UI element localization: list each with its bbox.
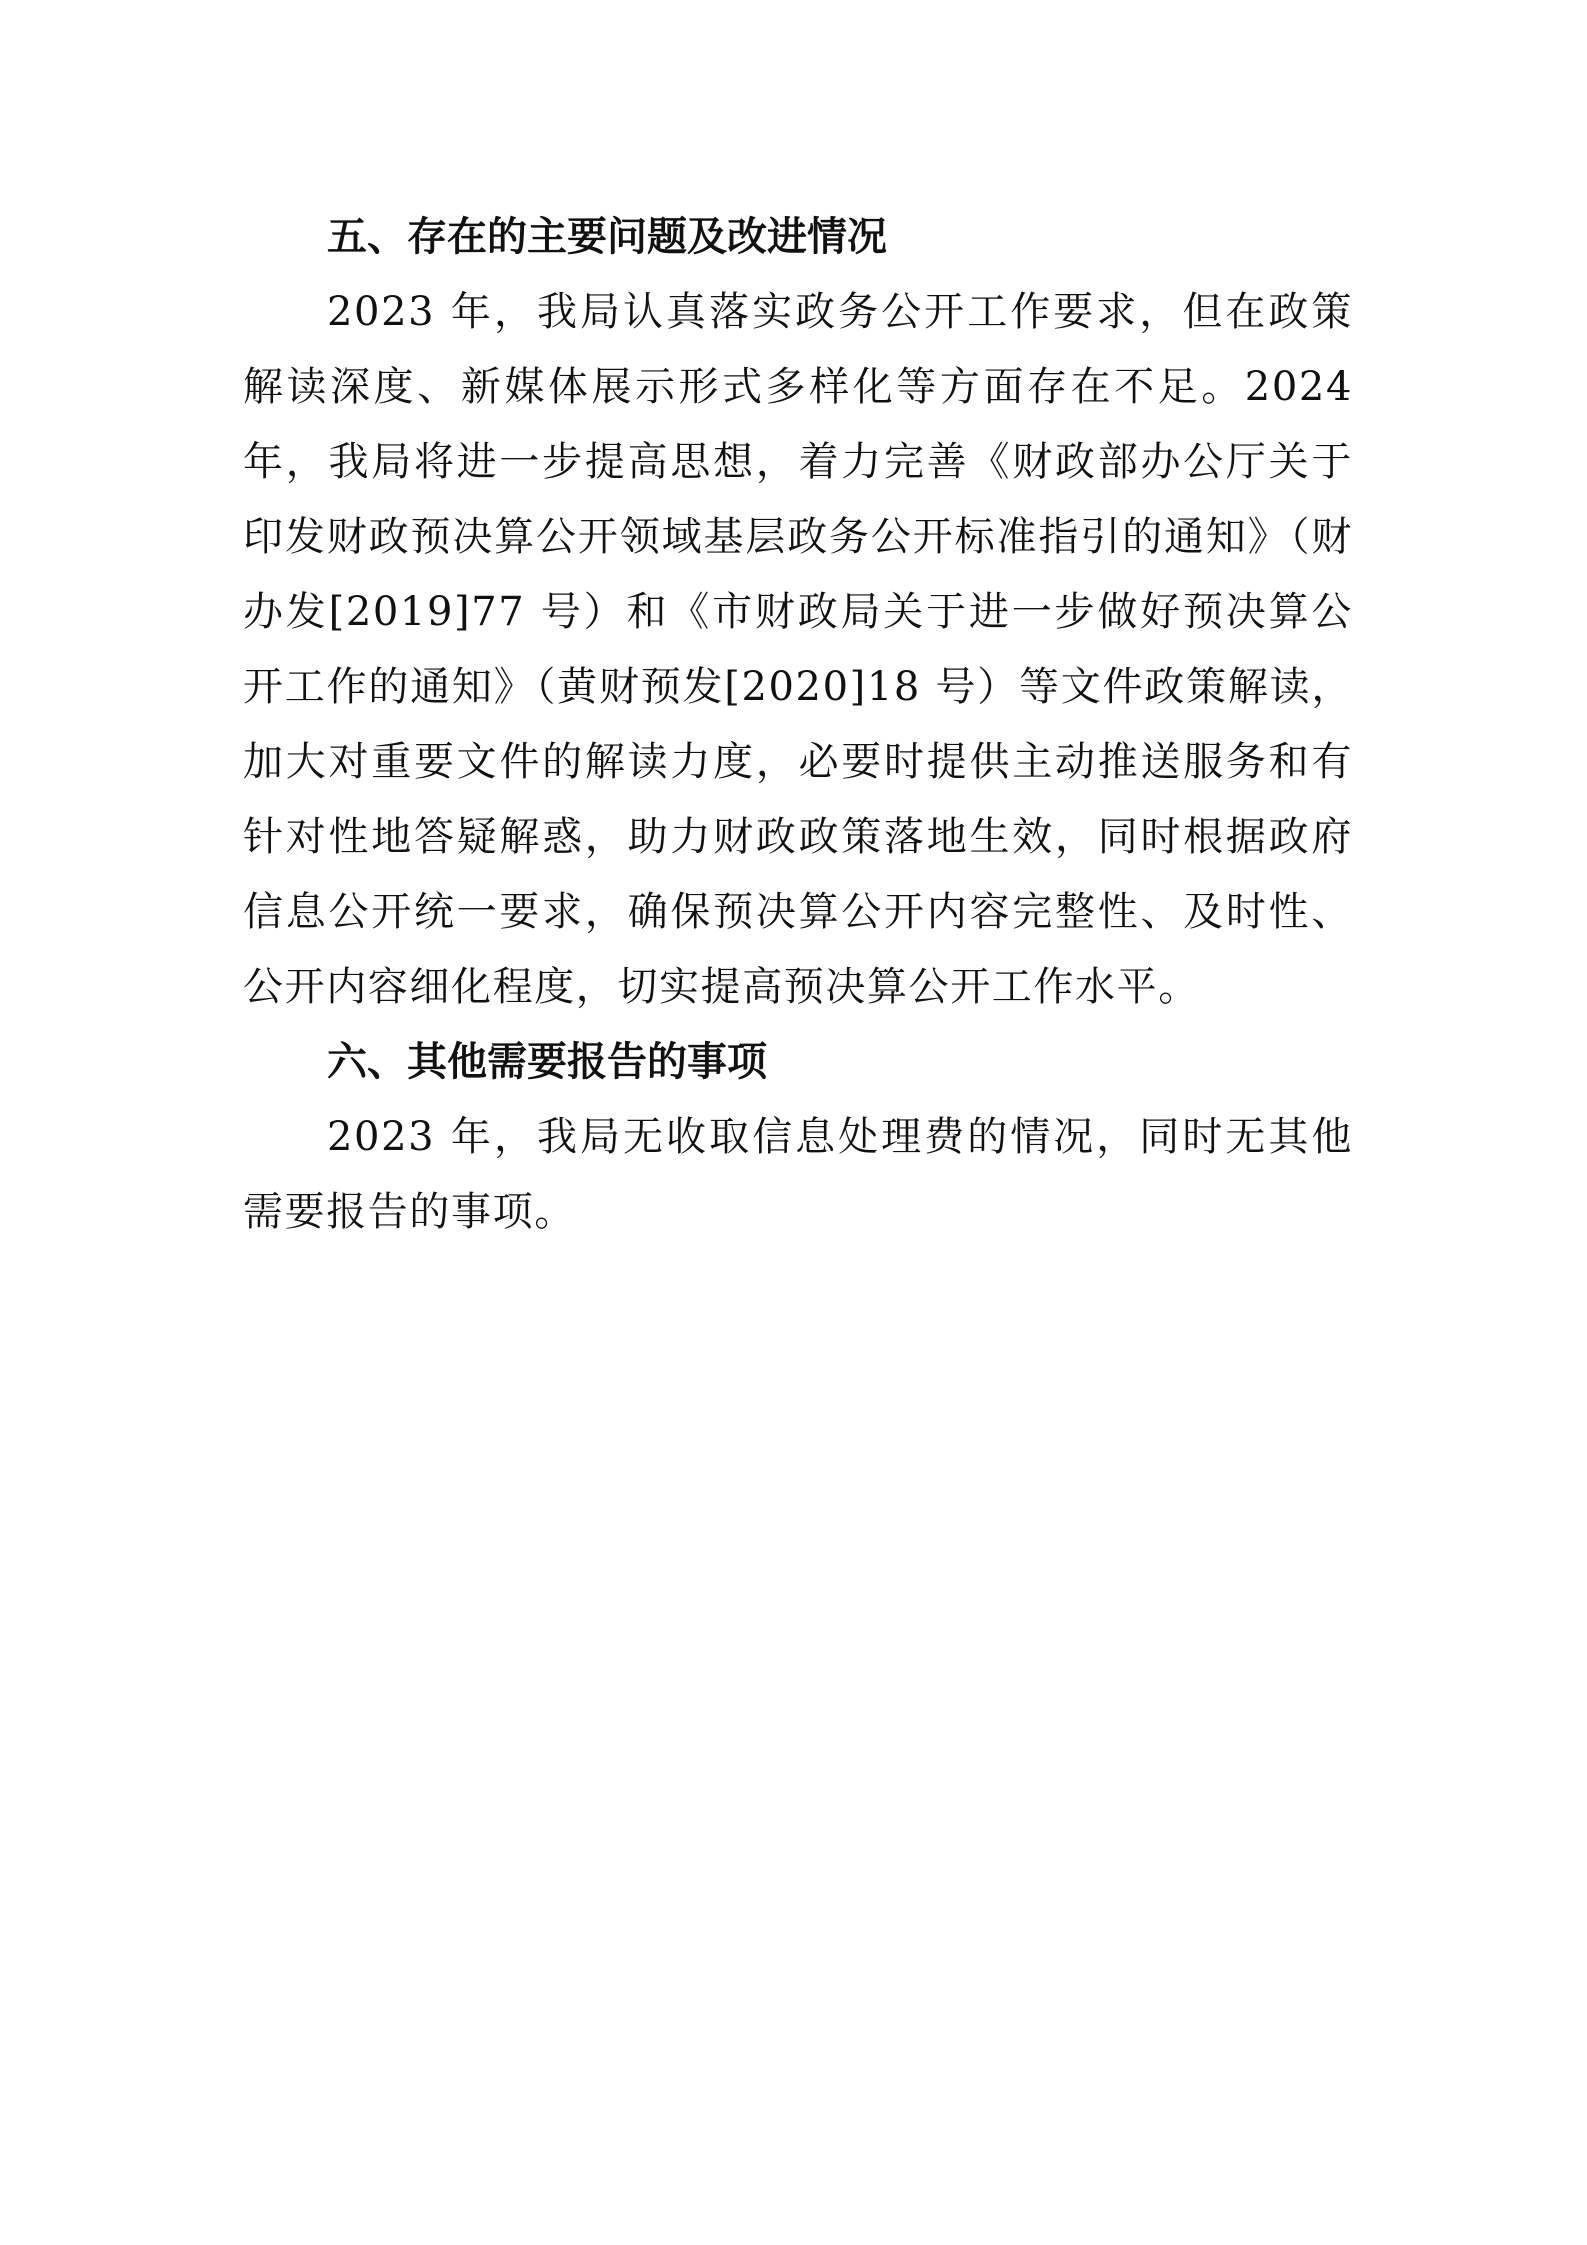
section-6-paragraph: 2023 年，我局无收取信息处理费的情况，同时无其他需要报告的事项。 <box>243 1114 1353 1235</box>
document-content <box>243 200 1353 1250</box>
section-6-heading: 六、其他需要报告的事项 <box>327 1039 767 1085</box>
section-5-heading: 五、存在的主要问题及改进情况 <box>327 214 887 260</box>
section-5-paragraph: 2023 年，我局认真落实政务公开工作要求，但在政策解读深度、新媒体展示形式多样化等方面存在不足。2024 年，我局将进一步提高思想，着力完善《财政部办公厅关于印发财政预决算公开领域基层政务公开标准指引的通知》（财办发[2019]77 号）和《市财政局关于进一步做好预决算公开工作的通知》（黄财预发[2020]18 号）等文件政策解读，加大对重要文件的解读力度，必要时提供主动推送服务和有针对性地答疑解惑，助力财政政策落地生效，同时根据政府信息公开统一要求，确保预决算公开内容完整性、及时性、公开内容细化程度，切实提高预决算公开工作水平。 <box>243 289 1353 1010</box>
